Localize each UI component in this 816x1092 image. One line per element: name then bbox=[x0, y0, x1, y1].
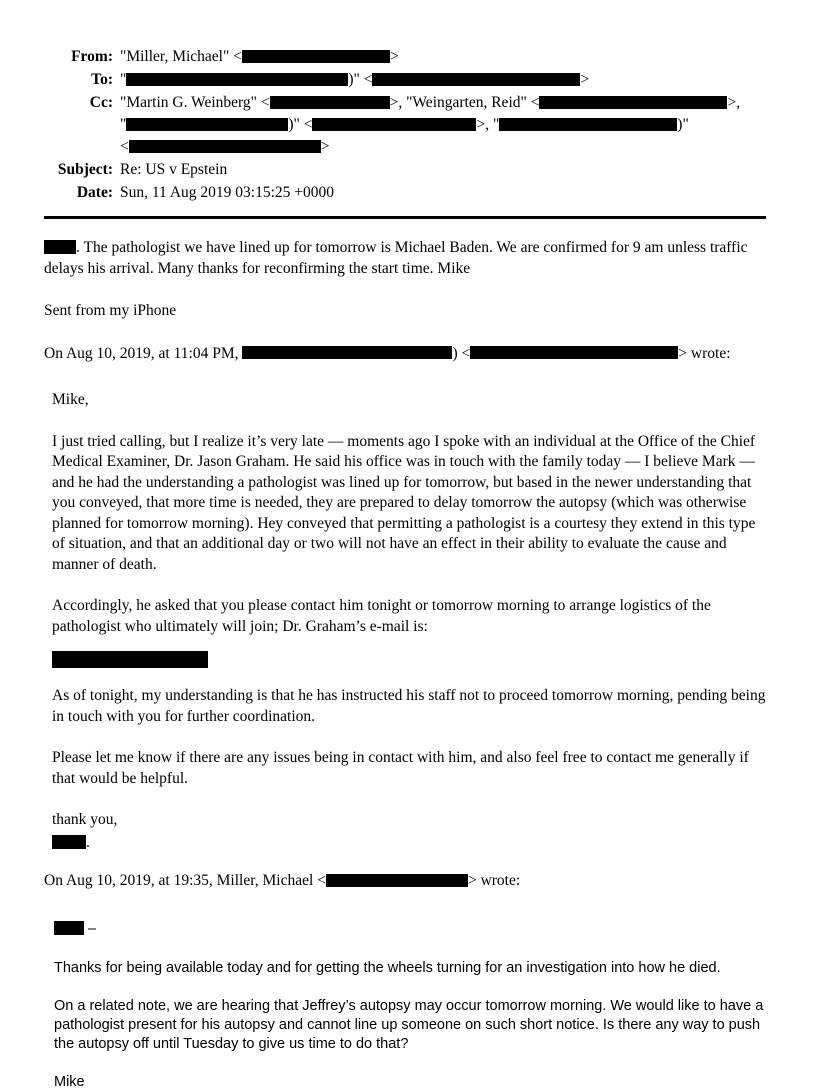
reply-header-1-post: wrote: bbox=[690, 344, 731, 362]
header-row-subject bbox=[48, 159, 768, 181]
from-name: "Miller, Michael" bbox=[120, 48, 230, 65]
angle-close: > bbox=[467, 872, 477, 889]
quoted-paragraph-2: Accordingly, he asked that you please contact him tonight or tomorrow morning to arrange logistics of the pathologist who ultimately will join; Dr. Graham’s e-mail is: bbox=[52, 597, 711, 635]
email-body bbox=[44, 238, 768, 1092]
cc-comma: , bbox=[736, 94, 741, 111]
sent-from-line: Sent from my iPhone bbox=[44, 302, 177, 319]
inner-quote-redacted-name bbox=[54, 920, 768, 939]
quoted-paragraph-3: As of tonight, my understanding is that he has instructed his staff not to proceed tomorrow morning, pending being in touch with you for further coordination. bbox=[52, 687, 766, 725]
reply-header-2 bbox=[44, 871, 768, 892]
redaction-bar bbox=[242, 346, 452, 359]
header-row-to bbox=[48, 69, 768, 91]
header-body-divider bbox=[44, 216, 766, 219]
quoted-paragraph-1: I just tried calling, but I realize it’s very late — moments ago I spoke with an individual at the Office of the Chief Medical Examiner, Dr. Jason Graham. He said his office was in touch with the family today — I believe Mark — and he had the understanding a pathologist was lined up for tomorrow, but based in the newer understanding that you conveyed, that more time is needed, they are prepared to delay tomorrow the autopsy (which was otherwise planned for tomorrow morning). Hey conveyed that permitting a pathologist is a courtesy they extend in this type of situation, and that an additional day or two will not have an effect in their ability to evaluate the cause and manner of death. bbox=[52, 432, 756, 573]
inner-quote-paragraph-2: On a related note, we are hearing that Jeffrey’s autopsy may occur tomorrow morning. We would like to have a pathologist present for his autopsy and cannot line up someone on such short notice. Is there any way to push the autopsy off until Tuesday to give us time to do that? bbox=[54, 997, 764, 1052]
angle-open: < bbox=[120, 138, 129, 155]
inner-quote-dash: – bbox=[88, 920, 97, 937]
to-value bbox=[120, 69, 768, 91]
reply-header-1-paren: ) bbox=[452, 344, 458, 362]
to-label: To: bbox=[91, 71, 113, 88]
angle-open: < bbox=[260, 94, 270, 111]
quoted-paragraph-4: Please let me know if there are any issues being in contact with him, and also feel free to contact me generally if that would be helpful. bbox=[52, 749, 749, 787]
redaction-bar bbox=[499, 118, 677, 131]
cc-quote-2: , " bbox=[485, 116, 500, 133]
date-value: Sun, 11 Aug 2019 03:15:25 +0000 bbox=[120, 184, 334, 201]
email-header bbox=[48, 46, 768, 205]
from-label: From: bbox=[71, 48, 113, 65]
angle-open: < bbox=[233, 48, 242, 65]
quoted-thanks: thank you, bbox=[52, 811, 118, 828]
angle-close: > bbox=[389, 48, 399, 65]
cc-label: Cc: bbox=[89, 94, 113, 111]
angle-close: > bbox=[727, 94, 737, 111]
subject-value: Re: US v Epstein bbox=[120, 161, 228, 178]
redaction-bar bbox=[372, 73, 580, 86]
reply-header-1 bbox=[44, 344, 768, 365]
redaction-bar bbox=[52, 651, 208, 668]
angle-open: < bbox=[530, 94, 540, 111]
quoted-greeting: Mike, bbox=[52, 391, 89, 408]
date-label: Date: bbox=[76, 184, 113, 201]
redaction-bar bbox=[52, 835, 86, 849]
to-paren: )" bbox=[348, 71, 360, 88]
angle-close: > bbox=[476, 116, 486, 133]
from-value bbox=[120, 46, 768, 68]
angle-open: < bbox=[363, 71, 373, 88]
reply-header-2-pre: On Aug 10, 2019, at 19:35, Miller, Michael bbox=[44, 872, 314, 889]
redaction-bar bbox=[126, 73, 348, 86]
angle-open: < bbox=[303, 116, 313, 133]
redaction-bar bbox=[54, 921, 84, 935]
redacted-email-block bbox=[52, 651, 768, 668]
angle-open: < bbox=[461, 344, 471, 362]
cc-name-1: "Martin G. Weinberg" bbox=[120, 94, 257, 111]
angle-close: > bbox=[320, 138, 330, 155]
angle-open: < bbox=[317, 872, 326, 889]
inner-quote-signature: Mike bbox=[54, 1073, 85, 1090]
cc-paren-1: )" bbox=[288, 116, 300, 133]
to-quote-open: " bbox=[120, 71, 127, 88]
redaction-bar bbox=[44, 240, 76, 254]
header-row-date bbox=[48, 182, 768, 204]
angle-close: > bbox=[389, 94, 399, 111]
subject-label: Subject: bbox=[57, 161, 113, 178]
quoted-signature-redacted bbox=[52, 833, 768, 854]
redaction-bar bbox=[539, 96, 727, 109]
cc-name-2: , "Weingarten, Reid" bbox=[398, 94, 527, 111]
inner-quote-paragraph-1: Thanks for being available today and for getting the wheels turning for an investigation into how he died. bbox=[54, 959, 721, 976]
quoted-message-1 bbox=[52, 390, 768, 853]
quoted-message-2 bbox=[54, 920, 768, 1092]
angle-close: > bbox=[678, 344, 688, 362]
body-paragraph-1-text: . The pathologist we have lined up for tomorrow is Michael Baden. We are confirmed for 9 am unless traffic delays his arrival. Many thanks for reconfirming the start time. Mike bbox=[44, 239, 748, 277]
redaction-bar bbox=[129, 140, 321, 153]
quoted-signature-period: . bbox=[86, 833, 90, 851]
body-paragraph-1 bbox=[44, 238, 768, 279]
redaction-bar bbox=[242, 50, 390, 63]
redaction-bar bbox=[126, 118, 288, 131]
redaction-bar bbox=[312, 118, 476, 131]
redaction-bar bbox=[270, 96, 390, 109]
reply-header-2-post: wrote: bbox=[480, 872, 521, 889]
cc-quote-open: " bbox=[120, 116, 127, 133]
redaction-bar bbox=[326, 874, 468, 887]
cc-paren-2: )" bbox=[677, 116, 689, 133]
angle-close: > bbox=[580, 71, 590, 88]
redaction-bar bbox=[470, 346, 678, 359]
header-row-cc bbox=[48, 92, 768, 158]
cc-value bbox=[120, 92, 768, 158]
header-row-from bbox=[48, 46, 768, 68]
reply-header-1-pre: On Aug 10, 2019, at 11:04 PM, bbox=[44, 344, 239, 362]
